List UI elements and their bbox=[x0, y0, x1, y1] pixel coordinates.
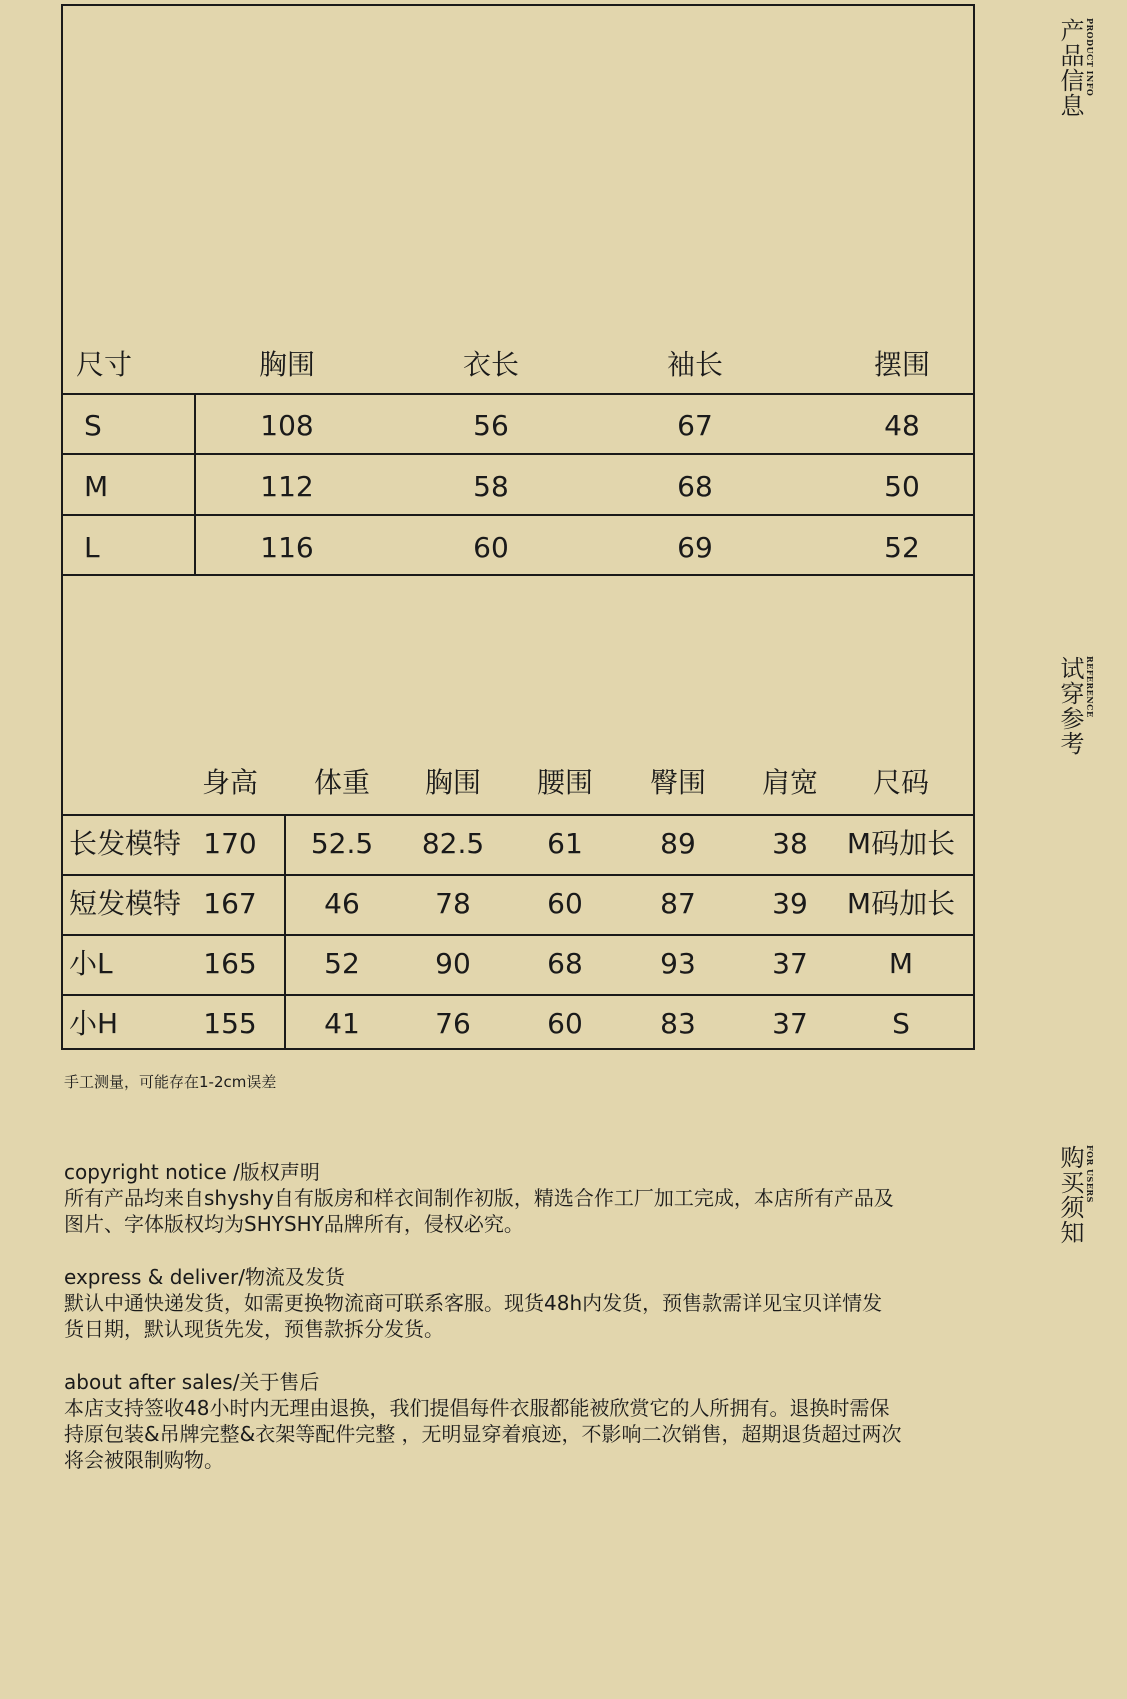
size-cell: 52 bbox=[884, 531, 920, 564]
section-line: 货日期，默认现货先发，预售款拆分发货。 bbox=[64, 1317, 444, 1341]
model-row-label: 长发模特 bbox=[69, 827, 182, 860]
model-table-divider bbox=[61, 994, 975, 996]
model-cell: 37 bbox=[772, 947, 808, 980]
model-header-chest: 胸围 bbox=[424, 766, 482, 799]
size-cell: 58 bbox=[473, 470, 509, 503]
model-cell: 68 bbox=[547, 947, 583, 980]
model-cell: 78 bbox=[435, 887, 471, 920]
model-cell: 82.5 bbox=[421, 827, 485, 860]
model-cell: M码加长 bbox=[846, 827, 956, 860]
section-line: 本店支持签收48小时内无理由退换，我们提倡每件衣服都能被欣赏它的人所拥有。退换时需保 bbox=[64, 1396, 890, 1420]
size-cell: 48 bbox=[884, 409, 920, 442]
model-header-shoulder: 肩宽 bbox=[761, 766, 819, 799]
size-table-divider bbox=[61, 514, 975, 516]
model-cell: M码加长 bbox=[846, 887, 956, 920]
size-header-chest: 胸围 bbox=[258, 348, 316, 381]
section-line: 图片、字体版权均为SHYSHY品牌所有，侵权必究。 bbox=[64, 1212, 524, 1236]
model-header-weight: 体重 bbox=[313, 766, 371, 799]
side-label-cn: 试穿参考 bbox=[1056, 656, 1084, 756]
side-label-product-info bbox=[1058, 18, 1095, 118]
size-cell: 56 bbox=[473, 409, 509, 442]
model-cell: 89 bbox=[660, 827, 696, 860]
model-header-size: 尺码 bbox=[872, 766, 930, 799]
model-cell: 46 bbox=[324, 887, 360, 920]
side-label-reference bbox=[1058, 656, 1095, 756]
express-section bbox=[64, 1264, 984, 1342]
model-row-label: 小L bbox=[69, 947, 113, 980]
model-cell: 167 bbox=[203, 887, 257, 920]
model-table-divider bbox=[61, 934, 975, 936]
model-cell: 52.5 bbox=[310, 827, 374, 860]
section-line: 所有产品均来自shyshy自有版房和样衣间制作初版，精选合作工厂加工完成，本店所有产品及 bbox=[64, 1186, 894, 1210]
model-cell: 37 bbox=[772, 1007, 808, 1040]
size-cell: 108 bbox=[260, 409, 314, 442]
section-line: 将会被限制购物。 bbox=[64, 1448, 224, 1472]
model-cell: 39 bbox=[772, 887, 808, 920]
model-header-waist: 腰围 bbox=[536, 766, 594, 799]
measurement-note: 手工测量，可能存在1-2cm误差 bbox=[64, 1073, 277, 1091]
size-cell: 116 bbox=[260, 531, 314, 564]
model-table-divider bbox=[61, 814, 975, 816]
model-cell: 93 bbox=[660, 947, 696, 980]
size-header-length: 衣长 bbox=[462, 348, 520, 381]
model-table-column-divider bbox=[284, 814, 286, 1050]
size-header-hem: 摆围 bbox=[873, 348, 931, 381]
size-header-sleeve: 袖长 bbox=[666, 348, 724, 381]
model-cell: M bbox=[888, 947, 914, 980]
model-cell: 76 bbox=[435, 1007, 471, 1040]
section-heading: express & deliver/物流及发货 bbox=[64, 1265, 345, 1289]
model-cell: 90 bbox=[435, 947, 471, 980]
size-table-divider bbox=[61, 453, 975, 455]
size-cell: 69 bbox=[677, 531, 713, 564]
model-cell: 170 bbox=[203, 827, 257, 860]
size-header-size: 尺寸 bbox=[76, 348, 133, 381]
side-label-en: PRODUCT INFO bbox=[1085, 18, 1095, 97]
model-cell: 41 bbox=[324, 1007, 360, 1040]
size-cell: 67 bbox=[677, 409, 713, 442]
section-heading: about after sales/关于售后 bbox=[64, 1370, 320, 1394]
size-cell: 68 bbox=[677, 470, 713, 503]
model-cell: 52 bbox=[324, 947, 360, 980]
section-heading: copyright notice /版权声明 bbox=[64, 1160, 320, 1184]
side-label-for-users bbox=[1058, 1145, 1095, 1245]
model-header-height: 身高 bbox=[201, 766, 259, 799]
model-cell: 165 bbox=[203, 947, 257, 980]
model-header-hip: 臀围 bbox=[649, 766, 707, 799]
side-label-cn: 购买须知 bbox=[1056, 1145, 1084, 1245]
side-label-en: FOR USERS bbox=[1085, 1145, 1095, 1203]
section-line: 默认中通快递发货，如需更换物流商可联系客服。现货48h内发货，预售款需详见宝贝详情发 bbox=[64, 1291, 883, 1315]
model-cell: 87 bbox=[660, 887, 696, 920]
size-row-label: M bbox=[84, 470, 109, 503]
model-cell: 60 bbox=[547, 887, 583, 920]
size-table-divider bbox=[61, 393, 975, 395]
size-row-label: S bbox=[84, 409, 102, 442]
model-cell: 60 bbox=[547, 1007, 583, 1040]
model-row-label: 小H bbox=[69, 1007, 119, 1040]
model-cell: 61 bbox=[547, 827, 583, 860]
size-table-divider bbox=[61, 574, 975, 576]
side-label-en: REFERENCE bbox=[1085, 656, 1095, 718]
model-cell: S bbox=[892, 1007, 910, 1040]
table-frame bbox=[61, 4, 975, 1050]
after-sales-section bbox=[64, 1369, 984, 1473]
side-label-cn: 产品信息 bbox=[1056, 18, 1084, 118]
model-table-divider bbox=[61, 874, 975, 876]
size-cell: 112 bbox=[260, 470, 314, 503]
model-cell: 83 bbox=[660, 1007, 696, 1040]
size-cell: 50 bbox=[884, 470, 920, 503]
size-table-column-divider bbox=[194, 393, 196, 576]
model-row-label: 短发模特 bbox=[69, 887, 182, 920]
copyright-section bbox=[64, 1159, 984, 1237]
model-cell: 155 bbox=[203, 1007, 257, 1040]
size-row-label: L bbox=[84, 531, 100, 564]
model-cell: 38 bbox=[772, 827, 808, 860]
section-line: 持原包装&吊牌完整&衣架等配件完整 ，无明显穿着痕迹，不影响二次销售，超期退货超过两次 bbox=[64, 1422, 902, 1446]
size-cell: 60 bbox=[473, 531, 509, 564]
